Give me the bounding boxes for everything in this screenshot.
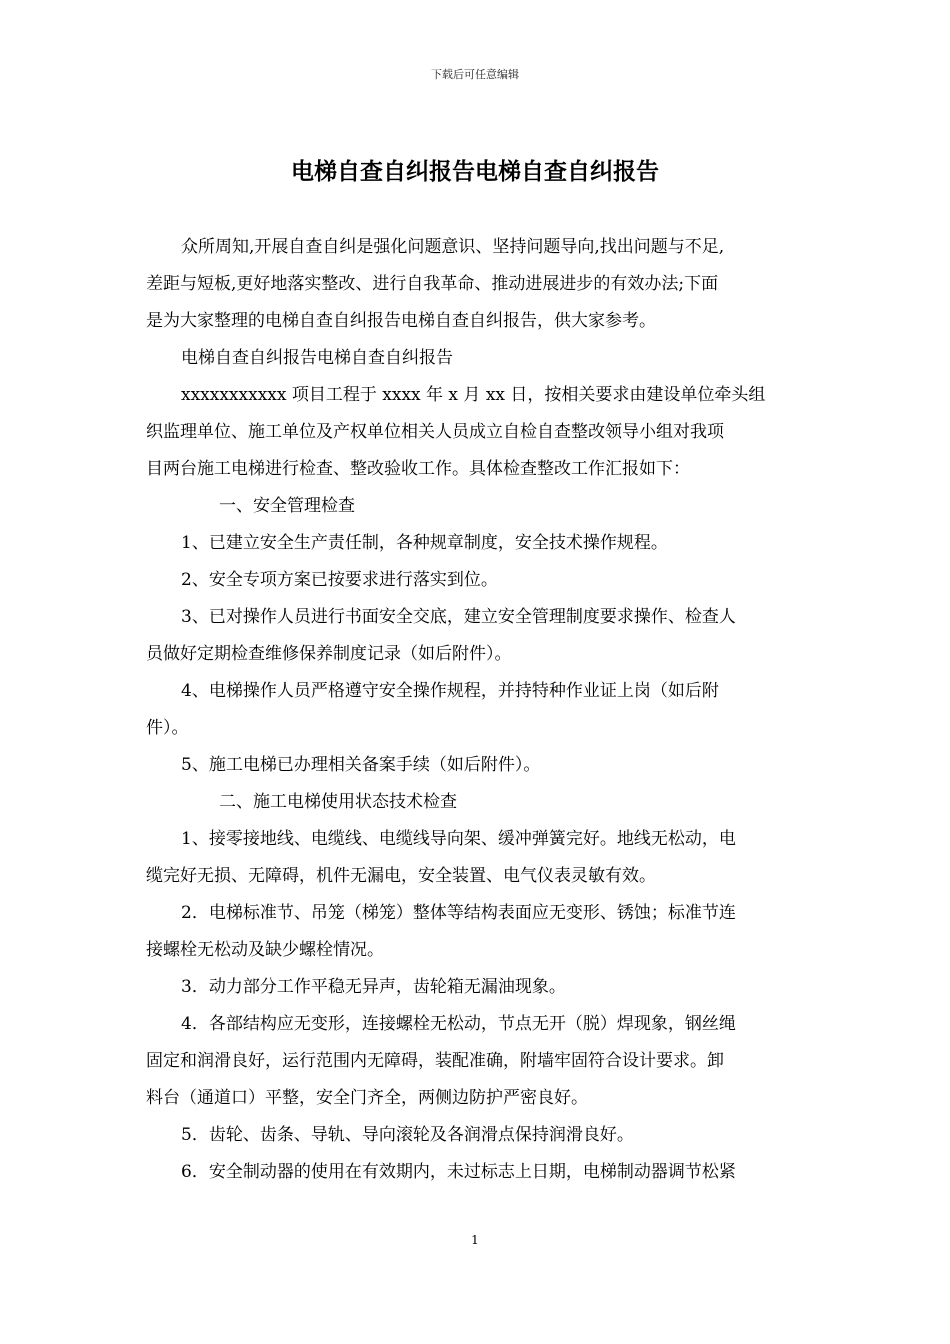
text-line: 5、施工电梯已办理相关备案手续（如后附件）。 bbox=[181, 755, 541, 775]
text-line: 员做好定期检查维修保养制度记录（如后附件）。 bbox=[146, 644, 512, 664]
text-line: 固定和润滑良好，运行范围内无障碍，装配准确，附墙牢固符合设计要求。卸 bbox=[146, 1051, 724, 1071]
text-line: 二、施工电梯使用状态技术检查 bbox=[219, 792, 457, 812]
text-line: 6．安全制动器的使用在有效期内，未过标志上日期，电梯制动器调节松紧 bbox=[181, 1162, 736, 1182]
text-line: 4、电梯操作人员严格遵守安全操作规程，并持特种作业证上岗（如后附 bbox=[181, 681, 719, 701]
text-line: 料台（通道口）平整，安全门齐全，两侧边防护严密良好。 bbox=[146, 1088, 588, 1108]
text-line: 众所周知,开展自查自纠是强化问题意识、坚持问题导向,找出问题与不足, bbox=[181, 237, 725, 257]
text-line: 5．齿轮、齿条、导轨、导向滚轮及各润滑点保持润滑良好。 bbox=[181, 1125, 634, 1145]
text-line: 4．各部结构应无变形，连接螺栓无松动，节点无开（脱）焊现象，钢丝绳 bbox=[181, 1014, 736, 1034]
text-line: 件）。 bbox=[146, 718, 189, 738]
text-line: 一、安全管理检查 bbox=[219, 496, 355, 516]
text-line: 差距与短板,更好地落实整改、进行自我革命、推动进展进步的有效办法;下面 bbox=[146, 274, 719, 294]
text-line: 缆完好无损、无障碍，机件无漏电，安全装置、电气仪表灵敏有效。 bbox=[146, 866, 656, 886]
text-line: 1、已建立安全生产责任制，各种规章制度，安全技术操作规程。 bbox=[181, 533, 668, 553]
document-body bbox=[146, 229, 806, 1191]
text-line: 目两台施工电梯进行检查、整改验收工作。具体检查整改工作汇报如下： bbox=[146, 459, 690, 479]
text-line: 1、接零接地线、电缆线、电缆线导向架、缓冲弹簧完好。地线无松动，电 bbox=[181, 829, 736, 849]
text-line: 接螺栓无松动及缺少螺栓情况。 bbox=[146, 940, 384, 960]
text-line: 2、安全专项方案已按要求进行落实到位。 bbox=[181, 570, 498, 590]
document-title: 电梯自查自纠报告电梯自查自纠报告 bbox=[291, 158, 659, 185]
text-line: 电梯自查自纠报告电梯自查自纠报告 bbox=[181, 348, 453, 368]
text-line: 织监理单位、施工单位及产权单位相关人员成立自检自查整改领导小组对我项 bbox=[146, 422, 724, 442]
page-number: 1 bbox=[471, 1233, 479, 1247]
text-line: 3、已对操作人员进行书面安全交底，建立安全管理制度要求操作、检查人 bbox=[181, 607, 736, 627]
text-line: 2．电梯标准节、吊笼（梯笼）整体等结构表面应无变形、锈蚀；标准节连 bbox=[181, 903, 736, 923]
text-line: 3．动力部分工作平稳无异声，齿轮箱无漏油现象。 bbox=[181, 977, 566, 997]
header-note: 下载后可任意编辑 bbox=[431, 68, 519, 81]
text-line: xxxxxxxxxxx 项目工程于 xxxx 年 x 月 xx 日，按相关要求由建设单位牵头组 bbox=[181, 385, 766, 405]
text-line: 是为大家整理的电梯自查自纠报告电梯自查自纠报告，供大家参考。 bbox=[146, 311, 656, 331]
